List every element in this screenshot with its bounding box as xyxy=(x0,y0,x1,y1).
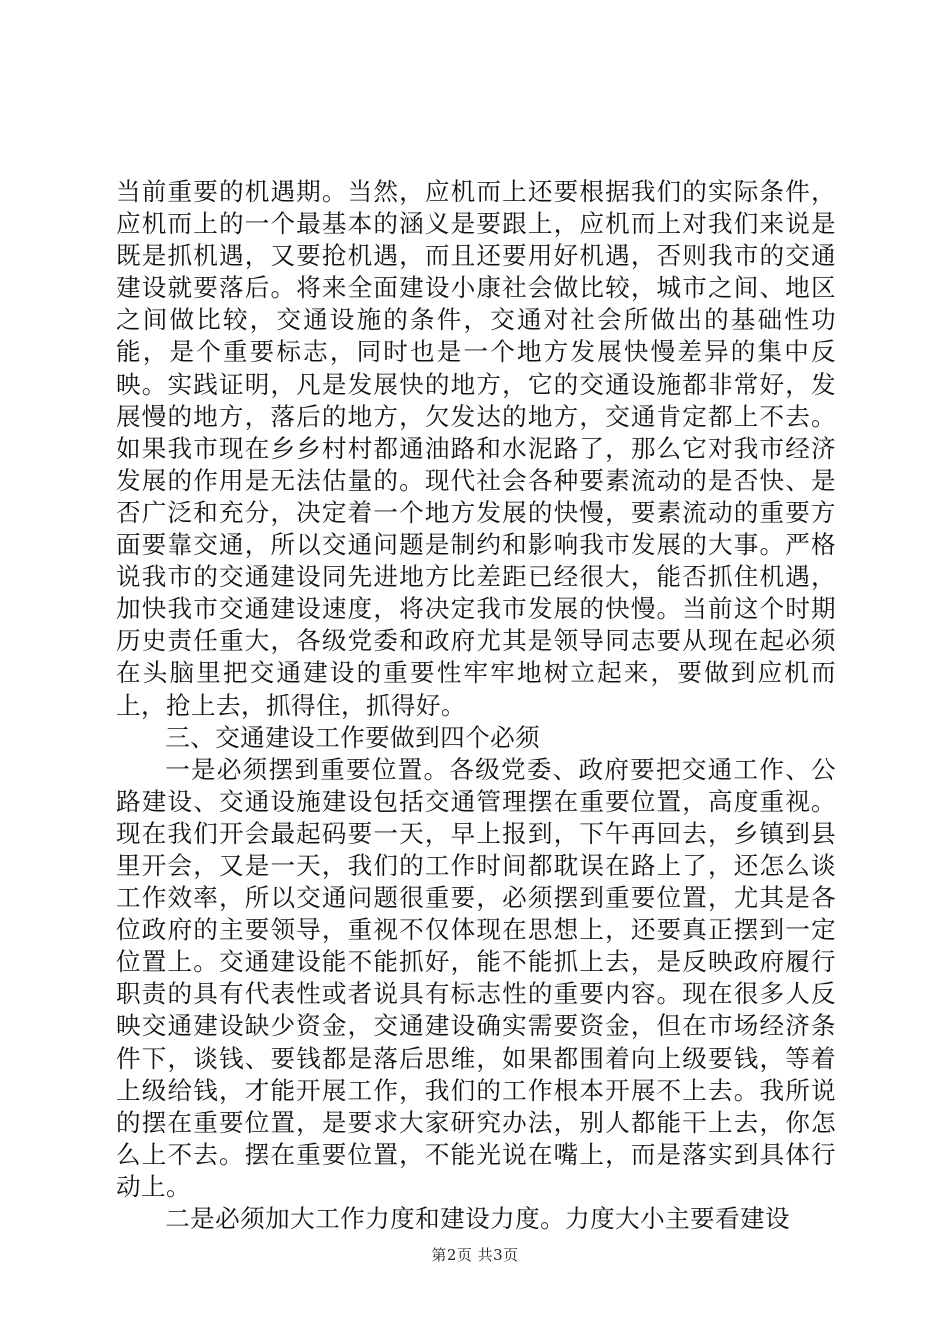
page-footer: 第2页 共3页 xyxy=(431,1246,519,1264)
document-body xyxy=(116,176,836,1235)
section-heading: 三、交通建设工作要做到四个必须 xyxy=(165,722,541,752)
paragraph-3: 二是必须加大工作力度和建设力度。力度大小主要看建设 xyxy=(165,1204,791,1233)
paragraph-1: 当前重要的机遇期。当然，应机而上还要根据我们的实际条件，应机而上的一个最基本的涵义是要跟上，应机而上对我们来说是既是抓机遇，又要抢机遇，而且还要用好机遇，否则我市的交通建设就要落后。将来全面建设小康社会做比较，城市之间、地区之间做比较，交通设施的条件，交通对社会所做出的基础性功能，是个重要标志，同时也是一个地方发展快慢差异的集中反映。实践证明，凡是发展快的地方，它的交通设施都非常好，发展慢的地方，落后的地方，欠发达的地方，交通肯定都上不去。如果我市现在乡乡村村都通油路和水泥路了，那么它对我市经济发展的作用是无法估量的。现代社会各种要素流动的是否快、是否广泛和充分，决定着一个地方发展的快慢，要素流动的重要方面要靠交通，所以交通问题是制约和影响我市发展的大事。严格说我市的交通建设同先进地方比差距已经很大，能否抓住机遇，加快我市交通建设速度，将决定我市发展的快慢。当前这个时期历史责任重大，各级党委和政府尤其是领导同志要从现在起必须在头脑里把交通建设的重要性牢牢地树立起来，要做到应机而上，抢上去，抓得住，抓得好。 xyxy=(116,177,836,720)
paragraph-2: 一是必须摆到重要位置。各级党委、政府要把交通工作、公路建设、交通设施建设包括交通管理摆在重要位置，高度重视。现在我们开会最起码要一天，早上报到，下午再回去，乡镇到县里开会，又是一天，我们的工作时间都耽误在路上了，还怎么谈工作效率，所以交通问题很重要，必须摆到重要位置，尤其是各位政府的主要领导，重视不仅体现在思想上，还要真正摆到一定位置上。交通建设能不能抓好，能不能抓上去，是反映政府履行职责的具有代表性或者说具有标志性的重要内容。现在很多人反映交通建设缺少资金，交通建设确实需要资金，但在市场经济条件下，谈钱、要钱都是落后思维，如果都围着向上级要钱，等着上级给钱，才能开展工作，我们的工作根本开展不上去。我所说的摆在重要位置，是要求大家研究办法，别人都能干上去，你怎么上不去。摆在重要位置，不能光说在嘴上，而是落实到具体行动上。 xyxy=(116,754,836,1201)
